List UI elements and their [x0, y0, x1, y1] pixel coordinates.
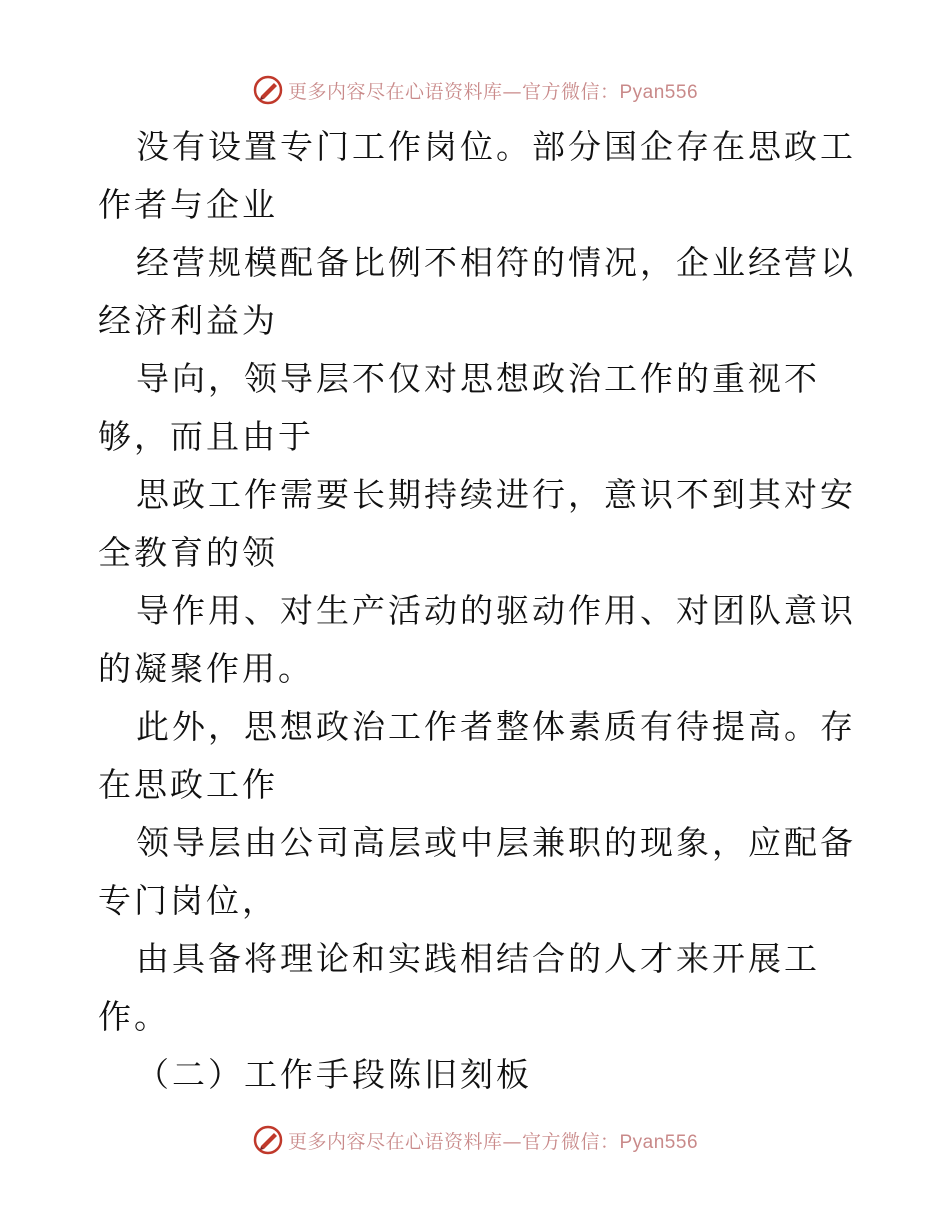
paragraph: 经营规模配备比例不相符的情况，企业经营以经济利益为: [98, 243, 856, 340]
paragraph: 思政工作需要长期持续进行，意识不到其对安全教育的领: [98, 475, 856, 572]
banner-text: 更多内容尽在心语资料库—官方微信：Pyan556: [287, 1130, 699, 1153]
paragraph: 导向，领导层不仅对思想政治工作的重视不够，而且由于: [98, 359, 820, 456]
document-body: [98, 118, 858, 1104]
wechat-id: Pyan556: [619, 81, 699, 103]
banner-text: 更多内容尽在心语资料库—官方微信：Pyan556: [287, 80, 699, 103]
footer-banner: [0, 1120, 950, 1160]
pen-logo-icon: [252, 74, 284, 106]
paragraph: 领导层由公司高层或中层兼职的现象，应配备专门岗位，: [98, 823, 856, 920]
paragraph: 没有设置专门工作岗位。部分国企存在思政工作者与企业: [98, 127, 856, 224]
header-banner: [0, 70, 950, 110]
paragraph: 由具备将理论和实践相结合的人才来开展工作。: [98, 939, 820, 1036]
pen-logo-icon: [252, 1124, 284, 1156]
wechat-id: Pyan556: [619, 1131, 699, 1153]
paragraph: 导作用、对生产活动的驱动作用、对团队意识的凝聚作用。: [98, 591, 856, 688]
paragraph: 此外，思想政治工作者整体素质有待提高。存在思政工作: [98, 707, 856, 804]
section-heading: （二）工作手段陈旧刻板: [136, 1055, 532, 1094]
